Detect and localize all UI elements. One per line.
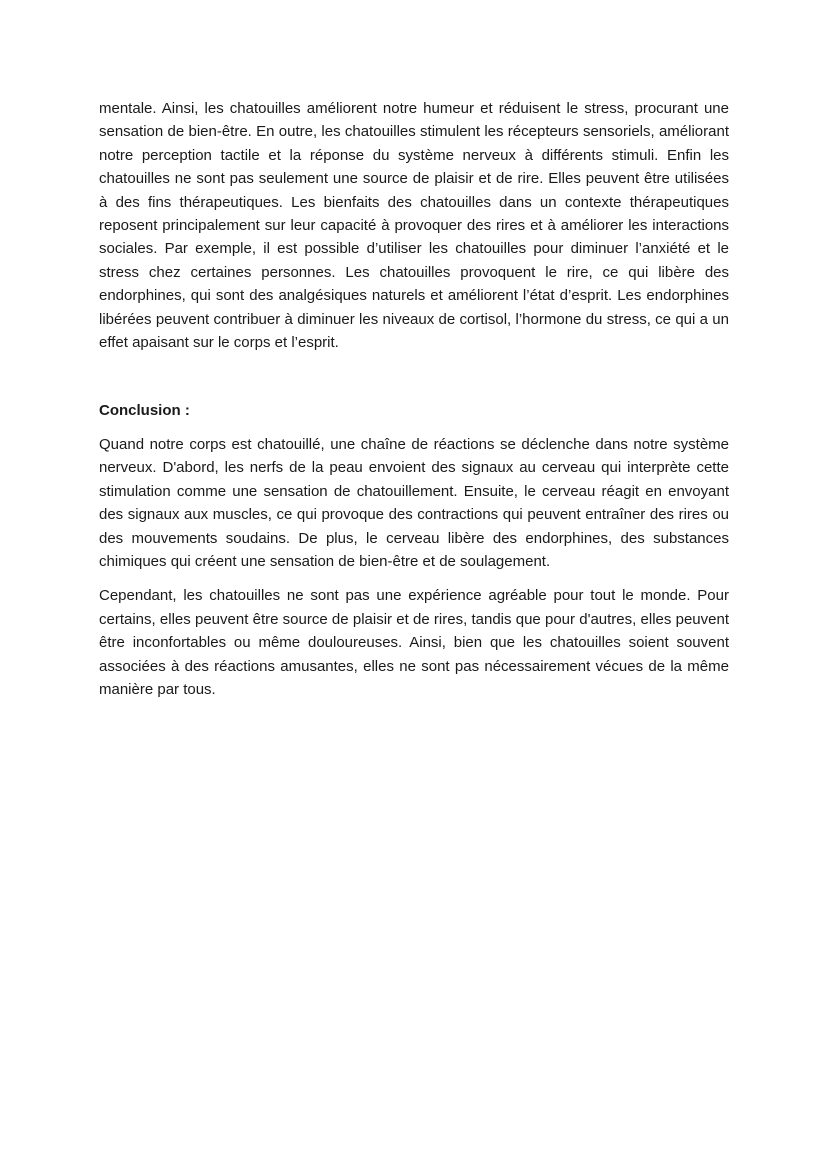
document-body <box>99 97 729 701</box>
conclusion-paragraph: Cependant, les chatouilles ne sont pas une expérience agréable pour tout le monde. Pour certains, elles peuvent être source de plaisir et de rires, tandis que pour d'autres, elles peuvent être inconfortables ou même douloureuses. Ainsi, bien que les chatouilles soient souvent associées à des réactions amusantes, elles ne sont pas nécessairement vécues de la même manière par tous. <box>99 587 729 698</box>
section-heading: Conclusion : <box>99 402 190 420</box>
body-paragraph: mentale. Ainsi, les chatouilles améliorent notre humeur et réduisent le stress, procurant une sensation de bien-être. En outre, les chatouilles stimulent les récepteurs sensoriels, améliorant notre perception tactile et la réponse du système nerveux à différents stimuli. Enfin les chatouilles ne sont pas seulement une source de plaisir et de rire. Elles peuvent être utilisées à des fins thérapeutiques. Les bienfaits des chatouilles dans un contexte thérapeutiques reposent principalement sur leur capacité à provoquer des rires et à améliorer les interactions sociales. Par exemple, il est possible d’utiliser les chatouilles pour diminuer l’anxiété et le stress chez certaines personnes. Les chatouilles provoquent le rire, ce qui libère des endorphines, qui sont des analgésiques naturels et améliorent l’état d’esprit. Les endorphines libérées peuvent contribuer à diminuer les niveaux de cortisol, l’hormone du stress, ce qui a un effet apaisant sur le corps et l’esprit. <box>99 100 729 352</box>
conclusion-paragraph: Quand notre corps est chatouillé, une chaîne de réactions se déclenche dans notre système nerveux. D'abord, les nerfs de la peau envoient des signaux au cerveau qui interprète cette stimulation comme une sensation de chatouillement. Ensuite, le cerveau réagit en envoyant des signaux aux muscles, ce qui provoque des contractions qui peuvent entraîner des rires ou des mouvements soudains. De plus, le cerveau libère des endorphines, des substances chimiques qui créent une sensation de bien-être et de soulagement. <box>99 435 729 570</box>
